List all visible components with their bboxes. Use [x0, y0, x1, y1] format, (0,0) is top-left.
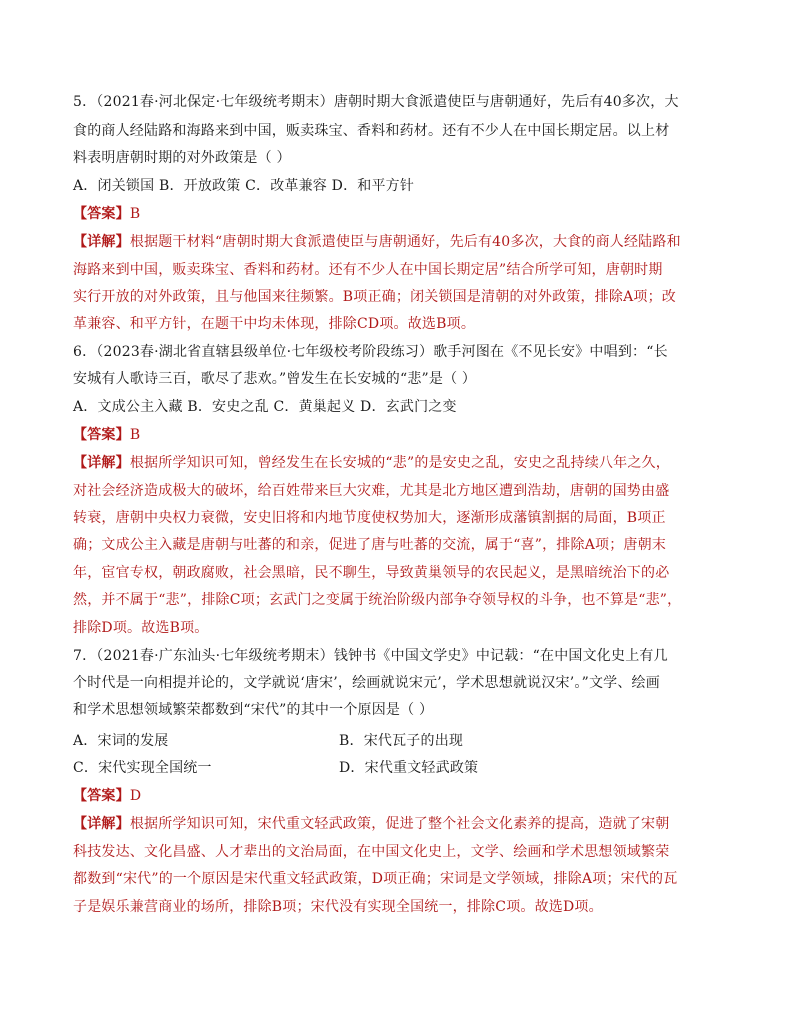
answer-tag: 【答案】 — [73, 427, 130, 443]
q7-stem-line-3: 和学术思想领域繁荣都数到“宋代”的其中一个原因是（ ） — [73, 702, 434, 718]
q6-detail-line-2: 对社会经济造成极大的破坏，给百姓带来巨大灾难，尤其是北方地区遭到浩劫，唐朝的国势由盛 — [73, 483, 670, 499]
q7-detail-line-3: 都数到“宋代”的一个原因是宋代重文轻武政策，D项正确；宋词是文学领域，排除A项；宋代的瓦 — [73, 871, 678, 887]
q7-detail-first: 根据所学知识可知，宋代重文轻武政策，促进了整个社会文化素养的提高，造就了宋朝 — [129, 816, 670, 832]
q5-detail-first: 根据题干材料“唐朝时期大食派遣使臣与唐朝通好，先后有40多次，大食的商人经陆路和 — [129, 234, 681, 250]
q7-options-row-2 — [73, 758, 212, 778]
q5-stem-line-1: 5．（2021春·河北保定·七年级统考期末）唐朝时期大食派遣使臣与唐朝通好，先后有40多次，大 — [73, 94, 679, 110]
q5-answer-value: B — [129, 206, 141, 222]
q5-stem-line-3: 料表明唐朝时期的对外政策是（ ） — [73, 150, 291, 166]
q7-option-b: B．宋代瓦子的出现 — [339, 733, 464, 749]
q6-detail-line-7: 排除D项。故选B项。 — [73, 620, 209, 636]
q6-options: A．文成公主入藏 B．安史之乱 C．黄巢起义 D．玄武门之变 — [73, 399, 457, 415]
q6-detail-line-6: 然，并不属于“悲”，排除C项；玄武门之变属于统治阶级内部争夺领导权的斗争，也不算是“悲”， — [73, 592, 682, 608]
q6-detail-line-5: 年，宦官专权，朝政腐败，社会黑暗，民不聊生，导致黄巢领导的农民起义，是黑暗统治下的必 — [73, 565, 670, 581]
q7-detail-line-1 — [73, 814, 669, 834]
q7-detail-line-2: 科技发达、文化昌盛、人才辈出的文治局面，在中国文化史上，文学、绘画和学术思想领域繁荣 — [73, 844, 670, 860]
q7-option-c: C．宋代实现全国统一 — [73, 760, 212, 776]
q6-stem-line-1: 6．（2023春·湖北省直辖县级单位·七年级校考阶段练习）歌手河图在《不见长安》中唱到：“长 — [73, 344, 668, 360]
q6-detail-line-4: 确；文成公主入藏是唐朝与吐蕃的和亲，促进了唐与吐蕃的交流，属于“喜”，排除A项；唐朝末 — [73, 537, 667, 553]
q7-stem-line-1: 7．（2021春·广东汕头·七年级统考期末）钱钟书《中国文学史》中记载：“在中国文化史上有几 — [73, 648, 668, 664]
q7-option-d: D．宋代重文轻武政策 — [339, 760, 479, 776]
q6-detail-line-1 — [73, 453, 670, 473]
q7-option-a: A．宋词的发展 — [73, 733, 169, 749]
detail-tag: 【详解】 — [73, 455, 130, 471]
q7-answer-value: D — [129, 788, 142, 804]
q5-detail-line-4: 革兼容、和平方针，在题干中均未体现，排除CD项。故选B项。 — [73, 316, 476, 332]
q6-detail-first: 根据所学知识可知，曾经发生在长安城的“悲”的是安史之乱，安史之乱持续八年之久， — [129, 455, 670, 471]
q6-answer — [73, 425, 140, 445]
answer-tag: 【答案】 — [73, 206, 130, 222]
detail-tag: 【详解】 — [73, 234, 130, 250]
q7-detail-line-4: 子是娱乐兼营商业的场所，排除B项；宋代没有实现全国统一，排除C项。故选D项。 — [73, 899, 603, 915]
q7-options-row-1 — [73, 731, 169, 751]
q5-detail-line-3: 实行开放的对外政策，且与他国来往频繁。B项正确；闭关锁国是清朝的对外政策，排除A项；改 — [73, 289, 676, 305]
q5-answer — [73, 204, 140, 224]
q6-stem-line-2: 安城有人歌诗三百，歌尽了悲欢。”曾发生在长安城的“悲”是（ ） — [73, 371, 477, 387]
q5-detail-line-1 — [73, 232, 681, 252]
detail-tag: 【详解】 — [73, 816, 130, 832]
q6-detail-line-3: 转衰，唐朝中央权力衰微，安史旧将和内地节度使权势加大，逐渐形成藩镇割据的局面，B项正 — [73, 510, 666, 526]
q7-option-d-wrap — [339, 758, 478, 778]
answer-tag: 【答案】 — [73, 788, 130, 804]
q7-answer — [73, 786, 141, 806]
q5-options: A．闭关锁国 B．开放政策 C．改革兼容 D．和平方针 — [73, 178, 415, 194]
q7-stem-line-2: 个时代是一向相提并论的，文学就说‘唐宋’，绘画就说宋元’，学术思想就说汉宋’。”文学、绘画 — [73, 675, 660, 691]
q6-answer-value: B — [129, 427, 141, 443]
q5-detail-line-2: 海路来到中国，贩卖珠宝、香料和药材。还有不少人在中国长期定居”结合所学可知，唐朝时期 — [73, 262, 663, 278]
q7-option-b-wrap — [339, 731, 463, 751]
q5-stem-line-2: 食的商人经陆路和海路来到中国，贩卖珠宝、香料和药材。还有不少人在中国长期定居。以上材 — [73, 123, 670, 139]
